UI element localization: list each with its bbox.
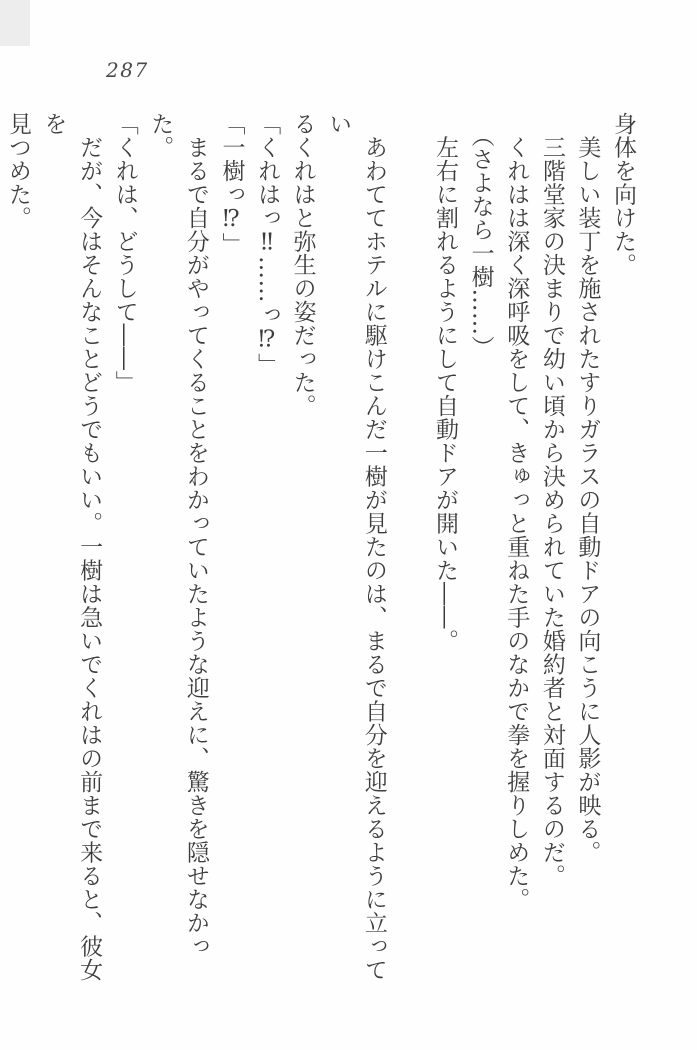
page-number: 287 <box>106 58 149 82</box>
text-line: だが、今はそんなことどうでもいい。一樹は急いでくれはの前まで来ると、彼女を <box>40 112 103 982</box>
text-line: （さよなら一樹……） <box>467 112 494 359</box>
text-line: 「くれはっ‼……っ⁉」 <box>254 112 281 377</box>
text-line: 身体を向けた。 <box>610 112 636 277</box>
text-line: あわててホテルに駆けこんだ一樹が見たのは、まるで自分を迎えるように立ってい <box>325 112 387 982</box>
text-line: 美しい装丁を施されたすりガラスの自動ドアの向こうに人影が映る。 <box>574 112 601 864</box>
text-line: 見つめた。 <box>4 112 31 230</box>
text-line: まるで自分がやってくることをわかっていたような迎えに、驚きを隠せなかった。 <box>147 112 209 958</box>
scan-artifact-corner <box>0 0 30 46</box>
text-line: るくれはと弥生の姿だった。 <box>289 112 316 418</box>
text-line-blank <box>391 112 427 988</box>
text-line: 左右に割れるようにして自動ドアが開いた――。 <box>432 112 459 653</box>
text-line: 「一樹っ⁉」 <box>218 112 245 256</box>
text-line: 「くれは、どうして――」 <box>111 112 138 394</box>
text-line: くれはは深く深呼吸をして、きゅっと重ねた手のなかで拳を握りしめた。 <box>503 112 530 911</box>
text-block <box>0 112 640 988</box>
text-line: 三階堂家の決まりで幼い頃から決められていた婚約者と対面するのだ。 <box>538 112 565 888</box>
